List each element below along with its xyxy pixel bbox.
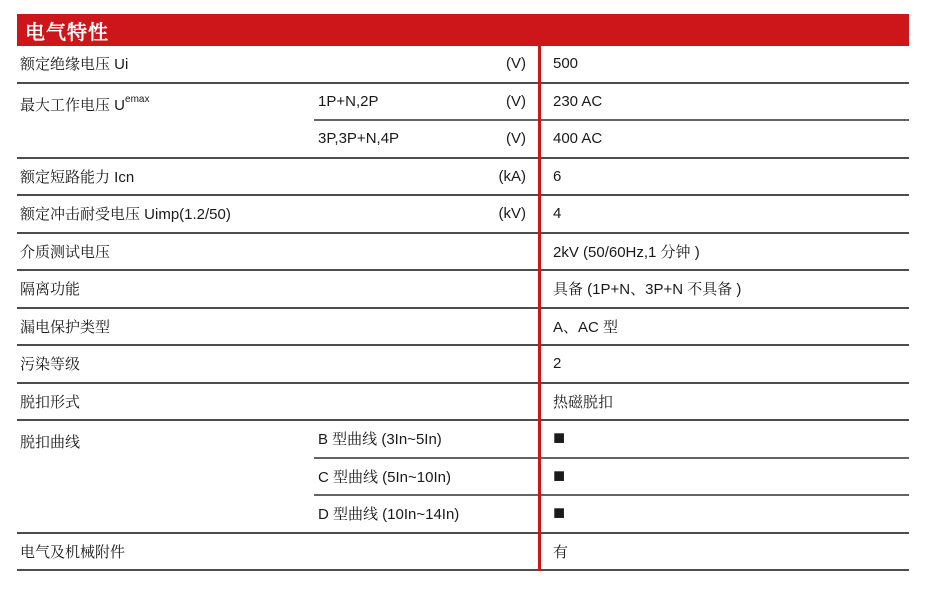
subrow-label: B 型曲线 (3In~5In) [318, 431, 442, 449]
subrow-value: 230 AC [553, 92, 603, 110]
table-subrow [314, 84, 909, 122]
row-label: 额定冲击耐受电压 Uimp(1.2/50) [20, 206, 231, 224]
row-value: 4 [553, 205, 562, 223]
filled-square-marker: ■ [553, 464, 566, 487]
subrow-label: 3P,3P+N,4P [318, 130, 400, 148]
row-label [17, 421, 314, 532]
table-subrow [314, 459, 909, 497]
row-value: 2kV (50/60Hz,1 分钟 ) [553, 243, 700, 261]
row-label: 污染等级 [20, 356, 81, 374]
row-label: 额定短路能力 Icn [20, 168, 135, 186]
row-unit: (kA) [498, 167, 526, 185]
subrow-unit: (V) [506, 130, 526, 148]
table-row [17, 234, 909, 272]
subrow-label: 1P+N,2P [318, 92, 379, 110]
table-row-group [17, 84, 909, 159]
row-value: 500 [553, 55, 579, 73]
section-header-bar [17, 14, 909, 46]
row-value: 具备 (1P+N、3P+N 不具备 ) [553, 281, 742, 299]
row-label: 介质测试电压 [20, 243, 111, 261]
row-unit: (kV) [498, 205, 526, 223]
table-row [17, 309, 909, 347]
row-value: 热磁脱扣 [553, 393, 614, 411]
row-label [17, 84, 314, 157]
table-row [17, 46, 909, 84]
row-label: 脱扣形式 [20, 393, 81, 411]
subrow-stack [314, 84, 909, 157]
row-label: 漏电保护类型 [20, 318, 111, 336]
row-value: A、AC 型 [553, 318, 619, 336]
row-value: 2 [553, 355, 562, 373]
red-divider-line [538, 46, 541, 571]
table-row [17, 384, 909, 422]
table-row [17, 346, 909, 384]
table-subrow [314, 421, 909, 459]
row-label-text: 最大工作电压 U [20, 96, 126, 114]
row-unit: (V) [506, 55, 526, 73]
subrow-label: C 型曲线 (5In~10In) [318, 468, 451, 486]
table-row [17, 159, 909, 197]
row-label: 隔离功能 [20, 281, 81, 299]
subrow-unit: (V) [506, 92, 526, 110]
table-row-group [17, 421, 909, 534]
table-row [17, 196, 909, 234]
section-title: 电气特性 [25, 21, 109, 44]
row-value: 6 [553, 167, 562, 185]
subrow-value [538, 464, 909, 487]
table-row [17, 534, 909, 572]
table-subrow [314, 121, 909, 157]
subrow-value [538, 427, 909, 450]
filled-square-marker: ■ [553, 502, 566, 525]
row-label-text: 脱扣曲线 [20, 434, 81, 451]
table-row [17, 271, 909, 309]
subrow-label: D 型曲线 (10In~14In) [318, 506, 460, 524]
row-label: 额定绝缘电压 Ui [20, 56, 129, 74]
row-label: 电气及机械附件 [20, 543, 126, 561]
table-subrow [314, 496, 909, 532]
subrow-value: 400 AC [553, 130, 603, 148]
subrow-value [538, 502, 909, 525]
row-value: 有 [553, 543, 569, 561]
spec-sheet [17, 14, 909, 571]
filled-square-marker: ■ [553, 427, 566, 450]
subrow-stack [314, 421, 909, 532]
row-label-subscript: emax [125, 93, 150, 105]
